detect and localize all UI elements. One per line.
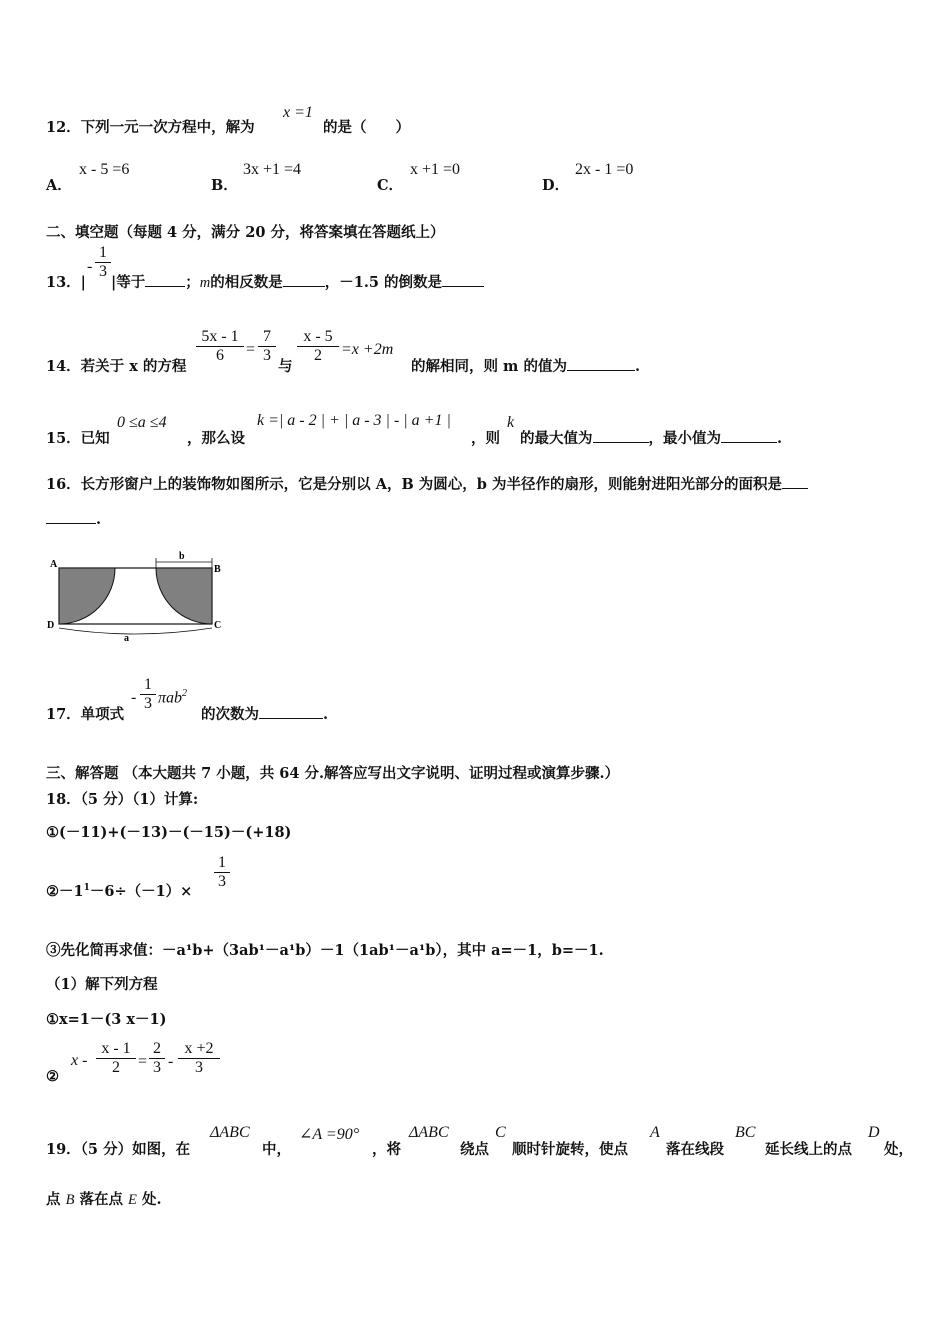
q18-eq2-f2-num: 2 — [153, 1040, 161, 1057]
label-a-length: a — [124, 633, 129, 644]
label-b-length: b — [179, 551, 185, 562]
q18-equation-2-fraction-2 — [149, 1040, 165, 1077]
q15-k-expression: k =| a - 2 | + | a - 3 | - | a +1 | — [257, 412, 451, 429]
q12-option-b-label: B． — [211, 177, 238, 194]
q15-text-b: ，则 — [471, 430, 500, 447]
q12-stem-end — [323, 116, 410, 137]
q12-option-d-expr: 2x - 1 =0 — [575, 161, 634, 178]
q19-triangle-2: ΔABC — [409, 1124, 449, 1141]
q18-calc-2-fraction-num: 1 — [218, 854, 226, 871]
q17-text-a: 的次数为 — [201, 706, 259, 723]
q15-text-a: ，那么设 — [187, 430, 245, 447]
q19-segment-bc: BC — [735, 1124, 756, 1141]
q14-fraction-3 — [297, 328, 339, 365]
q13-text-d: ，－1.5 的倒数是 — [324, 274, 443, 291]
label-c-point: C — [214, 620, 222, 631]
q14-text-a: 的解相同，则 m 的值为 — [411, 358, 567, 375]
q15-number: 15．已知 — [46, 430, 110, 447]
q18-eq2-f3-den: 3 — [195, 1059, 203, 1076]
section-2-title: 二、填空题（每题 4 分，满分 20 分，将答案填在答题纸上） — [46, 224, 445, 241]
q18-part-2-heading: （1）解下列方程 — [46, 976, 158, 993]
q19-line-2-c: 处. — [141, 1191, 162, 1208]
q17-number: 17．单项式 — [46, 706, 125, 723]
q18-eq2-f1-den: 2 — [112, 1059, 120, 1076]
q16-text: 16．长方形窗户上的装饰物如图所示，它是分别以 A，B 为圆心，b 为半径作的扇形，则能射进阳光部分的面积是 — [46, 476, 782, 493]
q17-fraction — [140, 676, 156, 713]
q19-text-c: ，将 — [372, 1141, 401, 1158]
q14-end: . — [634, 358, 641, 375]
q16-blank-a[interactable] — [782, 488, 808, 489]
q18-equation-2-equals: = — [138, 1053, 148, 1070]
q17-fraction-den: 3 — [144, 695, 152, 712]
q14-equals: = — [246, 341, 256, 358]
q17-sign: - — [131, 689, 137, 706]
q14-fraction-2 — [258, 328, 276, 365]
q14-fraction-2-num: 7 — [263, 328, 271, 345]
q12-stem — [46, 116, 255, 137]
q18-calc-1: ①(－11)+(－13)－(－15)－(+18) — [46, 824, 292, 841]
a-dimension-arc — [59, 628, 212, 634]
q15-text — [520, 427, 782, 448]
q18-calc-2-exponent: 1 — [83, 883, 90, 894]
q17-fraction-num: 1 — [144, 676, 152, 693]
q15-text-d: ，最小值为 — [648, 430, 721, 447]
q19-text-b: 中， — [262, 1141, 291, 1158]
label-a-point: A — [50, 559, 58, 570]
q13-text-b: ； — [185, 274, 200, 291]
q12-option-c-label: C． — [377, 177, 404, 194]
section-3-title: 三、解答题 （本大题共 7 小题，共 64 分.解答应写出文字说明、证明过程或演算步骤.） — [46, 765, 620, 782]
q17-exponent: 2 — [182, 688, 188, 699]
q15-blank-1[interactable] — [593, 442, 649, 443]
q12-text-b: 的是（ ） — [323, 119, 410, 136]
q19-triangle-1: ΔABC — [210, 1124, 250, 1141]
q18-equation-2-minus: - — [168, 1053, 174, 1070]
q12-text-a: 12．下列一元一次方程中，解为 — [46, 119, 255, 136]
q13-fraction-num: 1 — [99, 244, 107, 261]
q19-line-2 — [46, 1188, 162, 1209]
q18-heading: 18．（5 分）（1）计算: — [46, 791, 199, 808]
q18-eq2-f3-num: x +2 — [184, 1040, 214, 1057]
q13-blank-1[interactable] — [145, 286, 185, 287]
q17-text — [201, 703, 328, 724]
q18-calc-2-fraction — [214, 854, 230, 891]
q19-point-e: E — [128, 1192, 137, 1208]
q18-calc-2-b: －6÷（－1）× — [89, 883, 193, 900]
q19-point-a: A — [650, 1124, 660, 1141]
q14-text — [411, 355, 640, 376]
q13-blank-3[interactable] — [442, 286, 484, 287]
q14-fraction-1-num: 5x - 1 — [201, 328, 239, 345]
q13-fraction — [95, 244, 111, 281]
q14-number: 14．若关于 x 的方程 — [46, 358, 187, 375]
q14-fraction-3-den: 2 — [314, 347, 322, 364]
q19-text-g: 延长线上的点 — [765, 1141, 852, 1158]
q18-equation-2-x: x - — [71, 1052, 88, 1069]
q14-fraction-3-num: x - 5 — [303, 328, 333, 345]
q18-equation-2-label: ② — [46, 1068, 59, 1085]
q14-fraction-2-den: 3 — [263, 347, 271, 364]
q19-text-e: 顺时针旋转，使点 — [512, 1141, 628, 1158]
q18-eq2-f1-num: x - 1 — [101, 1040, 131, 1057]
q19-point-d: D — [868, 1124, 880, 1141]
q19-text-h: 处， — [884, 1141, 913, 1158]
q13-fraction-den: 3 — [99, 263, 107, 280]
q19-point-b: B — [65, 1192, 75, 1208]
label-d-point: D — [47, 620, 55, 631]
q14-fraction-1 — [196, 328, 244, 365]
q18-calc-2-fraction-den: 3 — [218, 873, 226, 890]
q17-end: . — [323, 706, 329, 723]
q18-calc-3: ③先化简再求值：－a¹b+（3ab¹－a¹b）－1（1ab¹－a¹b），其中 a=－1，b=－1. — [46, 942, 604, 959]
q12-solution: x =1 — [283, 104, 313, 121]
q13-text-a: |等于 — [111, 274, 146, 291]
q19-text-a: 19．（5 分）如图，在 — [46, 1141, 191, 1158]
q19-line-2-a: 点 — [46, 1191, 61, 1208]
q19-angle: ∠A =90° — [299, 1126, 360, 1143]
q12-option-b-expr: 3x +1 =4 — [243, 161, 302, 178]
q19-text-d: 绕点 — [460, 1141, 489, 1158]
q18-calc-2-a: ②－1 — [46, 883, 84, 900]
q18-equation-1: ①x=1－(3 x－1) — [46, 1011, 167, 1028]
q19-line-2-b: 落在点 — [79, 1191, 123, 1208]
q12-option-c-expr: x +1 =0 — [410, 161, 461, 178]
q16-line-1 — [46, 473, 808, 494]
q12-option-a-label: A． — [46, 177, 72, 194]
q13-text-c: 的相反数是 — [210, 274, 283, 291]
q18-equation-2-fraction-3 — [178, 1040, 220, 1077]
q15-blank-2[interactable] — [721, 442, 777, 443]
q18-equation-2-fraction-1 — [96, 1040, 136, 1077]
q14-rhs: =x +2m — [341, 341, 394, 358]
q17-blank[interactable] — [259, 718, 323, 719]
q16-blank-b[interactable] — [46, 523, 96, 524]
q15-end: . — [777, 430, 783, 447]
q16-end: . — [96, 511, 102, 528]
q15-k: k — [507, 414, 515, 431]
q16-line-2 — [46, 511, 101, 528]
q13-text — [111, 271, 484, 292]
q18-eq2-f2-den: 3 — [153, 1059, 161, 1076]
q17-monomial-base: πab — [158, 689, 183, 707]
q14-with: 与 — [278, 358, 293, 375]
q18-calc-2 — [46, 880, 192, 901]
q13-m: m — [199, 275, 211, 291]
label-b-point: B — [214, 564, 221, 575]
q12-option-d-label: D． — [542, 177, 570, 194]
q14-blank[interactable] — [567, 370, 635, 371]
q17-monomial — [158, 688, 187, 707]
q19-point-c: C — [495, 1124, 506, 1141]
q13-blank-2[interactable] — [283, 286, 325, 287]
q16-window-figure — [44, 548, 230, 644]
q12-option-a-expr: x - 5 =6 — [79, 161, 130, 178]
q15-condition: 0 ≤a ≤4 — [117, 414, 167, 431]
q14-fraction-1-den: 6 — [216, 347, 224, 364]
q15-text-c: 的最大值为 — [520, 430, 593, 447]
q13-number: 13．| — [46, 274, 86, 291]
q13-minus: - — [87, 258, 93, 275]
q19-text-f: 落在线段 — [666, 1141, 724, 1158]
